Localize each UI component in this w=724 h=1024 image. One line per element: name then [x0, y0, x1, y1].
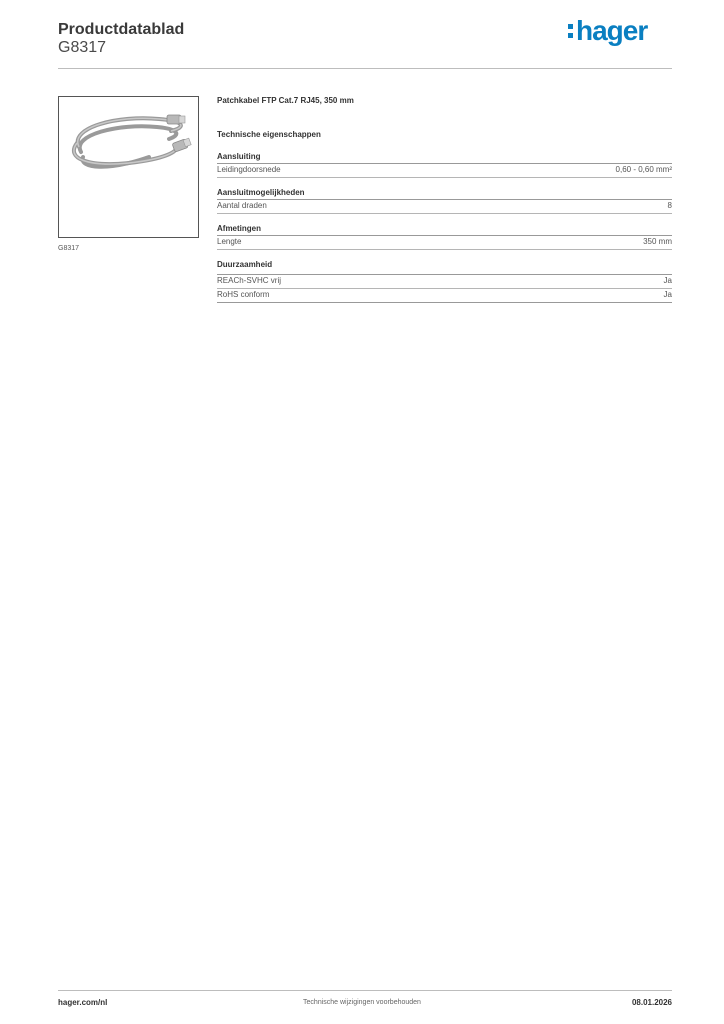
- spec-value: Ja: [663, 276, 672, 285]
- spec-sheet: [217, 96, 672, 303]
- spec-value: 0,60 - 0,60 mm²: [615, 165, 672, 174]
- spec-value: Ja: [663, 290, 672, 299]
- footer-disclaimer: Technische wijzigingen voorbehouden: [303, 999, 421, 1006]
- footer-website-link[interactable]: hager.com/nl: [58, 998, 108, 1007]
- spec-row: [217, 274, 672, 289]
- spec-group-title: Afmetingen: [217, 224, 672, 236]
- document-reference: G8317: [58, 39, 107, 56]
- document-title: Productdatablad: [58, 21, 185, 38]
- spec-group: [217, 152, 672, 178]
- footer-date: 08.01.2026: [631, 998, 672, 1007]
- spec-label: REACh-SVHC vrij: [217, 276, 282, 285]
- spec-group-title: Duurzaamheid: [217, 260, 273, 269]
- spec-label: Aantal draden: [217, 201, 267, 210]
- footer-divider: [58, 990, 672, 991]
- spec-value: 8: [667, 201, 672, 210]
- product-name: Patchkabel FTP Cat.7 RJ45, 350 mm: [217, 96, 354, 105]
- spec-group: [217, 224, 672, 250]
- logo-dots-icon: [568, 21, 574, 41]
- technical-properties-heading: Technische eigenschappen: [217, 130, 321, 139]
- spec-group-title: Aansluiting: [217, 152, 672, 164]
- spec-value: 350 mm: [643, 237, 672, 246]
- hager-logo: [568, 15, 647, 47]
- spec-row: [217, 236, 672, 250]
- spec-row: [217, 289, 672, 303]
- spec-label: Lengte: [217, 237, 242, 246]
- patch-cable-icon: [59, 97, 198, 237]
- spec-row: [217, 200, 672, 214]
- image-caption: G8317: [58, 245, 80, 252]
- spec-label: Leidingdoorsnede: [217, 165, 281, 174]
- spec-group: [217, 260, 672, 303]
- spec-label: RoHS conform: [217, 290, 270, 299]
- spec-row: [217, 164, 672, 178]
- header-divider: [58, 68, 672, 69]
- spec-group-title: Aansluitmogelijkheden: [217, 188, 672, 200]
- spec-group: [217, 188, 672, 214]
- product-image-frame: [58, 96, 199, 238]
- logo-text: hager: [576, 15, 648, 46]
